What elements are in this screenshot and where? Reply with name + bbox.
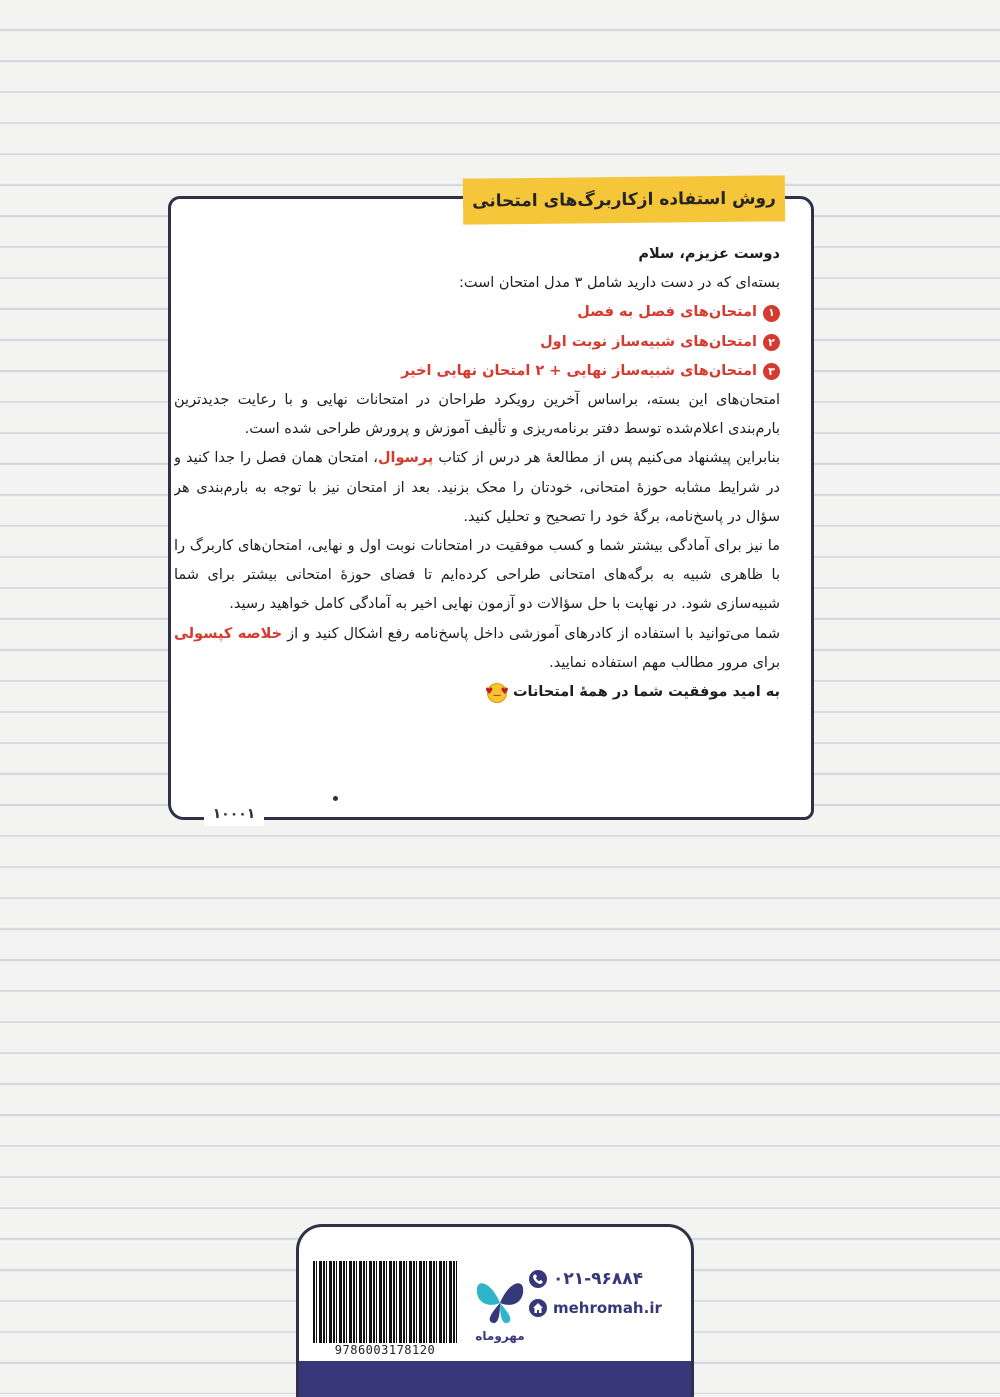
list-item-label: امتحان‌های شبیه‌ساز نهایی + ۲ امتحان نهایی اخیر — [401, 362, 757, 379]
list-item-label: امتحان‌های شبیه‌ساز نوبت اول — [540, 333, 757, 350]
footer-label — [296, 1224, 694, 1397]
section-title — [463, 175, 785, 224]
publisher-logo — [465, 1267, 535, 1351]
page-number: ۱۰۰۰۱ — [204, 806, 264, 826]
number-badge-2: ۲ — [763, 334, 780, 351]
list-item — [174, 357, 780, 386]
list-item-label: امتحان‌های فصل به فصل — [577, 304, 757, 321]
smiley-emoji-icon: ♥‿♥ — [487, 683, 507, 703]
paragraph-4-end: برای مرور مطالب مهم استفاده نمایید. — [549, 654, 780, 671]
isbn-number: 9786003178120 — [334, 1343, 436, 1357]
home-icon — [529, 1299, 547, 1317]
footer-color-band — [299, 1361, 691, 1397]
letter-body — [174, 240, 780, 790]
closing-line — [174, 678, 780, 707]
list-item — [174, 328, 780, 357]
barcode — [313, 1261, 457, 1343]
phone-icon — [529, 1270, 547, 1288]
paragraph-2-start: بنابراین پیشنهاد می‌کنیم پس از مطالعهٔ هر درس از کتاب — [433, 450, 780, 467]
ink-dot — [333, 796, 338, 801]
butterfly-logo-icon — [469, 1267, 531, 1329]
website-link[interactable]: mehromah.ir — [553, 1299, 662, 1317]
paragraph-1: امتحان‌های این بسته، براساس آخرین رویکرد طراحان در امتحانات نهایی و با رعایت جدیدترین بارم‌بندی اعلام‌شده توسط دفتر برنامه‌ریزی و تألیف آموزش و پرورش طراحی شده است. — [174, 392, 780, 438]
intro-text: بسته‌ای که در دست دارید شامل ۳ مدل امتحان است: — [458, 275, 780, 292]
greeting: دوست عزیزم، سلام — [638, 246, 780, 262]
section-title-text: روش استفاده ازکاربرگ‌های امتحانی — [472, 188, 776, 212]
paragraph-2-end: ، امتحان همان فصل را جدا کنید و در شرایط مشابه حوزهٔ امتحانی، خودتان را محک بزنید. بعد از امتحان نیز با توجه به بارم‌بندی هر سؤال در پاسخ‌نامه، برگهٔ خود را تصحیح و تحلیل کنید. — [174, 450, 780, 525]
list-item — [174, 298, 780, 327]
capsule-summary-name: خلاصه کپسولی — [174, 625, 283, 642]
phone-number: ۰۲۱-۹۶۸۸۴ — [553, 1269, 644, 1289]
number-badge-1: ۱ — [763, 305, 780, 322]
paragraph-4-start: شما می‌توانید با استفاده از کادرهای آموزشی داخل پاسخ‌نامه رفع اشکال کنید و از — [282, 625, 780, 642]
website-row[interactable] — [529, 1299, 679, 1317]
paragraph-4 — [174, 620, 780, 678]
closing-text: به امید موفقیت شما در همهٔ امتحانات — [512, 684, 780, 701]
number-badge-3: ۳ — [763, 363, 780, 380]
paragraph-2 — [174, 444, 780, 532]
paragraph-3: ما نیز برای آمادگی بیشتر شما و کسب موفقیت در امتحانات نوبت اول و نهایی، امتحان‌های کاربرگ را با ظاهری شبیه به برگه‌های امتحانی طراحی کرده‌ایم تا فضای حوزهٔ امتحانی بیشتر برای شما شبیه‌سازی شود. در نهایت با حل سؤالات دو آزمون نهایی اخیر به آمادگی کامل خواهید رسید. — [174, 538, 780, 613]
phone-row — [529, 1269, 679, 1289]
brand-name: مهروماه — [475, 1329, 525, 1343]
book-brand-name: پرسوال — [377, 450, 434, 467]
